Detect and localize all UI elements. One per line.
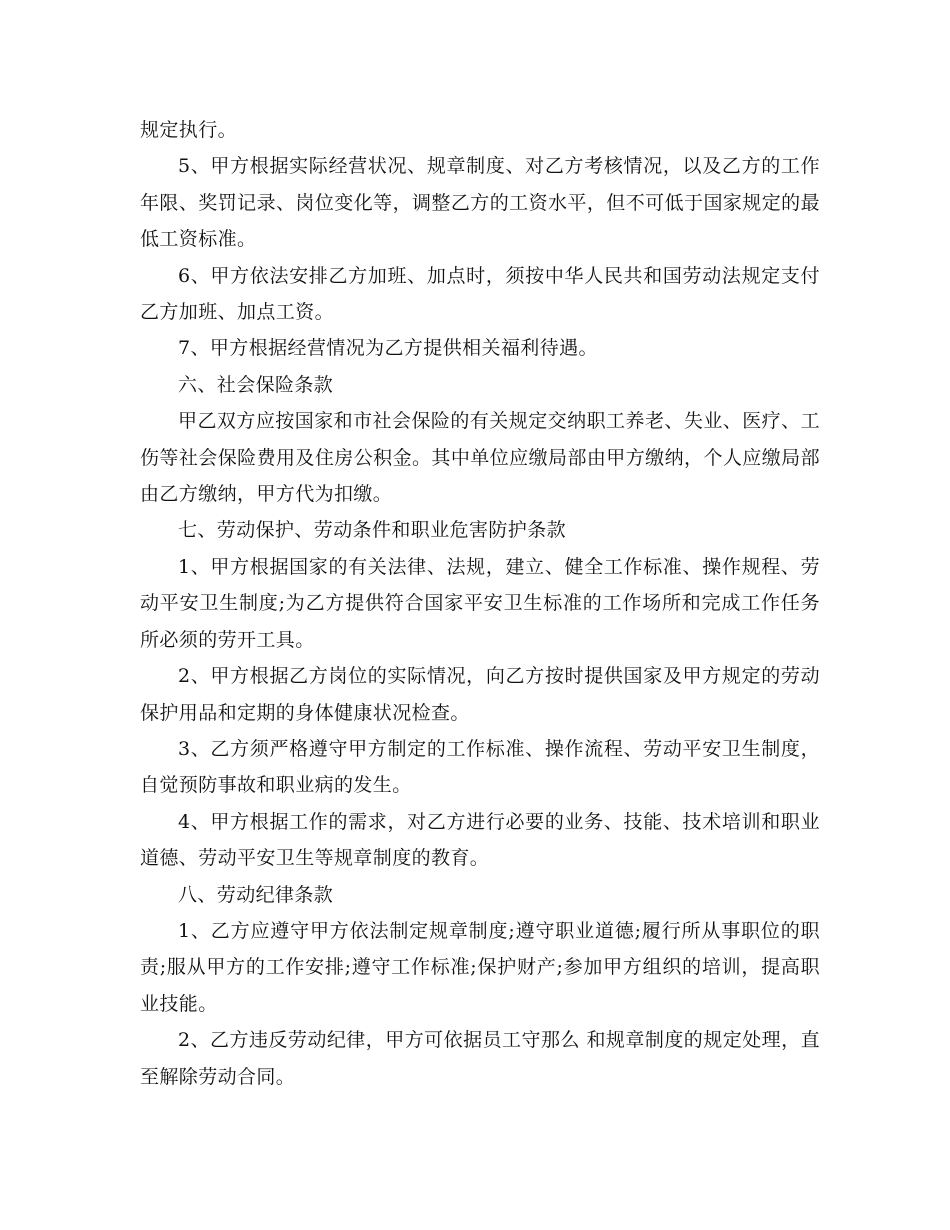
section-heading-labor-protection: 七、劳动保护、劳动条件和职业危害防护条款 xyxy=(178,519,567,542)
paragraph-clause-6-overtime-pay: 6、甲方依法安排乙方加班、加点时，须按中华人民共和国劳动法规定支付乙方加班、加点工资。 xyxy=(140,264,820,324)
paragraph-clause-7-benefits: 7、甲方根据经营情况为乙方提供相关福利待遇。 xyxy=(178,337,598,360)
paragraph-continuation: 规定执行。 xyxy=(140,119,238,141)
section-heading-social-insurance: 六、社会保险条款 xyxy=(178,373,334,396)
paragraph-discipline-2: 2、乙方违反劳动纪律，甲方可依据员工守那么 和规章制度的规定处理，直至解除劳动合同。 xyxy=(140,1029,820,1088)
paragraph-social-insurance: 甲乙双方应按国家和市社会保险的有关规定交纳职工养老、失业、医疗、工伤等社会保险费用及住房公积金。其中单位应缴局部由甲方缴纳，个人应缴局部由乙方缴纳，甲方代为扣缴。 xyxy=(140,410,820,506)
paragraph-clause-5-wage-adjustment: 5、甲方根据实际经营状况、规章制度、对乙方考核情况，以及乙方的工作年限、奖罚记录、岗位变化等，调整乙方的工资水平，但不可低于国家规定的最低工资标准。 xyxy=(140,155,820,251)
paragraph-protection-4: 4、甲方根据工作的需求，对乙方进行必要的业务、技能、技术培训和职业道德、劳动平安卫生等规章制度的教育。 xyxy=(140,810,820,870)
paragraph-discipline-1: 1、乙方应遵守甲方依法制定规章制度;遵守职业道德;履行所从事职位的职责;服从甲方的工作安排;遵守工作标准;保护财产;参加甲方组织的培训，提高职业技能。 xyxy=(140,919,820,1015)
paragraph-protection-1: 1、甲方根据国家的有关法律、法规，建立、健全工作标准、操作规程、劳动平安卫生制度;为乙方提供符合国家平安卫生标准的工作场所和完成工作任务所必须的劳开工具。 xyxy=(140,555,820,651)
section-heading-labor-discipline: 八、劳动纪律条款 xyxy=(178,883,334,906)
paragraph-protection-3: 3、乙方须严格遵守甲方制定的工作标准、操作流程、劳动平安卫生制度，自觉预防事故和职业病的发生。 xyxy=(140,737,820,797)
paragraph-protection-2: 2、甲方根据乙方岗位的实际情况，向乙方按时提供国家及甲方规定的劳动保护用品和定期的身体健康状况检查。 xyxy=(140,665,820,724)
document-body xyxy=(140,112,820,1095)
